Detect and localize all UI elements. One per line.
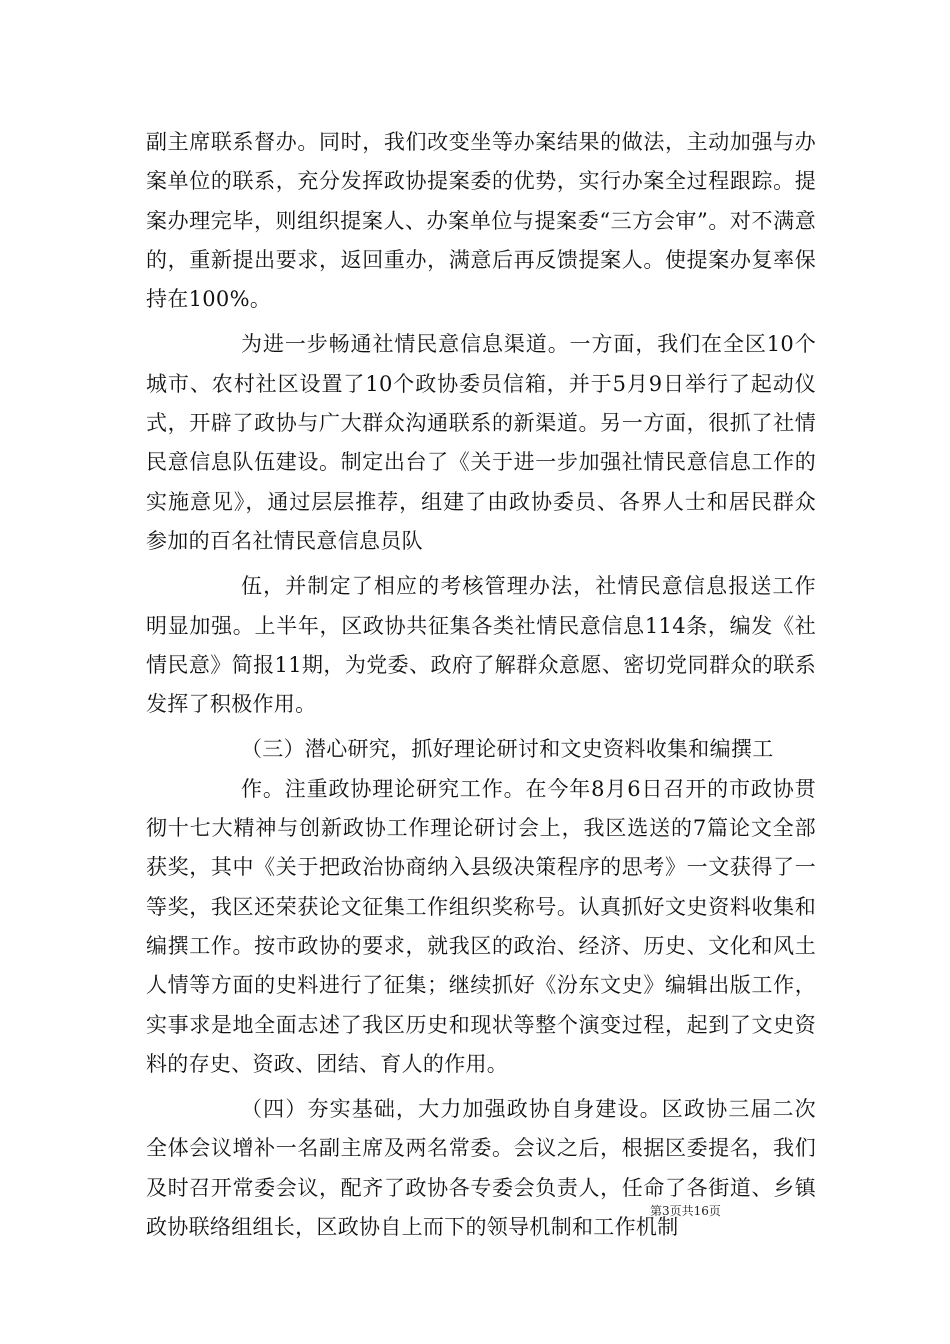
paragraph-2: 为进一步畅通社情民意信息渠道。一方面，我们在全区10个城市、农村社区设置了10个政协委员信箱，并于5月9日举行了起动仪式，开辟了政协与广大群众沟通联系的新渠道。另一方面，很抓了社情民意信息队伍建设。制定出台了《关于进一步加强社情民意信息工作的实施意见》，通过层层推荐，组建了由政协委员、各界人士和居民群众参加的百名社情民意信息员队 (146, 332, 816, 553)
paragraph-4: 作。注重政协理论研究工作。在今年8月6日召开的市政协贯彻十七大精神与创新政协工作理论研讨会上，我区选送的7篇论文全部获奖，其中《关于把政治协商纳入县级决策程序的思考》一文获得了一等奖，我区还荣获论文征集工作组织奖称号。认真抓好文史资料收集和编撰工作。按市政协的要求，就我区的政治、经济、历史、文化和风土人情等方面的史料进行了征集；继续抓好《汾东文史》编辑出版工作，实事求是地全面志述了我区历史和现状等整个演变过程，起到了文史资料的存史、资政、团结、育人的作用。 (146, 776, 816, 1076)
paragraph-1: 副主席联系督办。同时，我们改变坐等办案结果的做法，主动加强与办案单位的联系，充分发挥政协提案委的优势，实行办案全过程跟踪。提案办理完毕，则组织提案人、办案单位与提案委“三方会审”。对不满意的，重新提出要求，返回重办，满意后再反馈提案人。使提案办复率保持在100%。 (146, 130, 816, 312)
section-heading-3: （三）潜心研究，抓好理论研讨和文史资料收集和编撰工 (241, 737, 774, 762)
document-body (146, 123, 816, 1247)
paragraph-3: 伍，并制定了相应的考核管理办法，社情民意信息报送工作明显加强。上半年，区政协共征集各类社情民意信息114条，编发《社情民意》简报11期，为党委、政府了解群众意愿、密切党同群众的联系发挥了积极作用。 (146, 574, 816, 717)
paragraph-5: （四）夯实基础，大力加强政协自身建设。区政协三届二次全体会议增补一名副主席及两名常委。会议之后，根据区委提名，我们及时召开常委会议，配齐了政协各专委会负责人，任命了各街道、乡镇政协联络组组长，区政协自上而下的领导机制和工作机制 (146, 1097, 816, 1240)
page-number-footer: 第3页共16页 (650, 1204, 721, 1218)
